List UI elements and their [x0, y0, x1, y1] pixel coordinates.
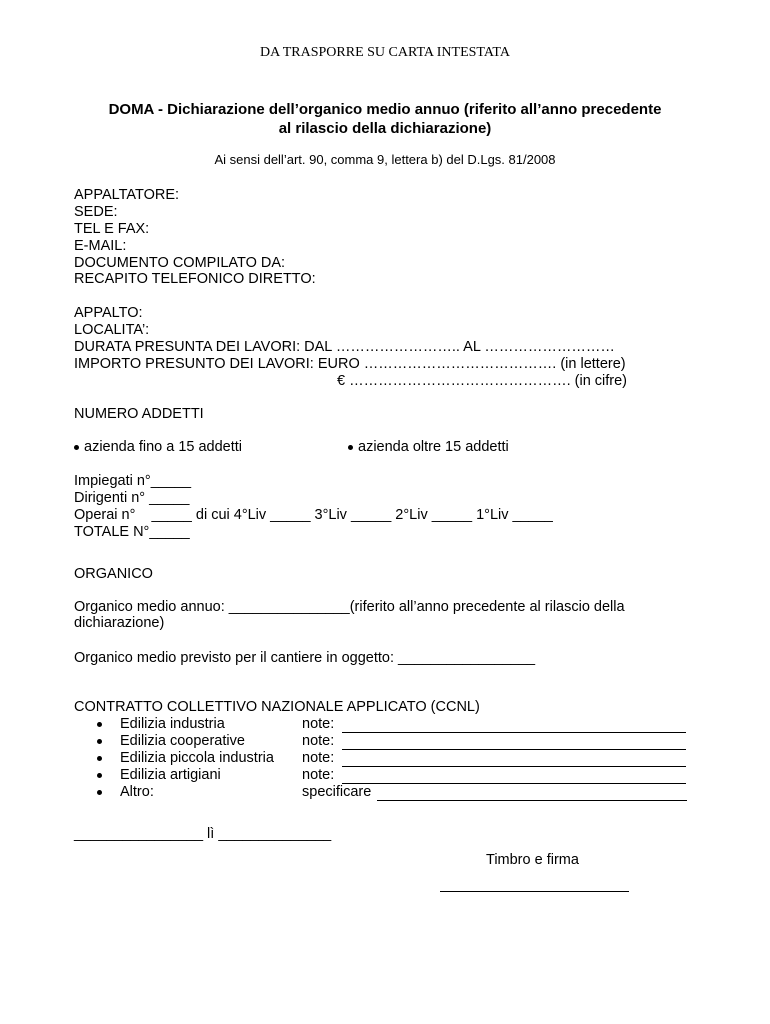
- ccnl-item-field: specificare: [302, 784, 372, 800]
- ccnl-item-field: note:: [302, 716, 335, 732]
- field-sede: SEDE:: [74, 204, 118, 220]
- field-localita: LOCALITA’:: [74, 322, 150, 338]
- ccnl-note-line: [342, 732, 686, 733]
- document-subtitle: Ai sensi dell’art. 90, comma 9, lettera b) del D.Lgs. 81/2008: [214, 152, 556, 167]
- ccnl-item-label: Edilizia industria: [120, 716, 225, 732]
- bullet-icon: [97, 773, 102, 778]
- field-durata: DURATA PRESUNTA DEI LAVORI: DAL …………………….. AL ………………………: [74, 339, 615, 355]
- place-date: ________________ lì ______________: [74, 826, 332, 842]
- signature-line: [440, 891, 629, 892]
- signature-label: Timbro e firma: [486, 852, 579, 868]
- field-organico-previsto: Organico medio previsto per il cantiere in oggetto: _________________: [74, 650, 536, 666]
- ccnl-note-line: [377, 800, 687, 801]
- ccnl-note-line: [342, 766, 686, 767]
- field-dirigenti: Dirigenti n° _____: [74, 490, 190, 506]
- document-title-line1: DOMA - Dichiarazione dell’organico medio annuo (riferito all’anno precedente: [108, 101, 662, 118]
- header-note: DA TRASPORRE SU CARTA INTESTATA: [260, 45, 510, 60]
- ccnl-item-label: Edilizia artigiani: [120, 767, 221, 783]
- document-title-line2: al rilascio della dichiarazione): [278, 120, 492, 137]
- option-oltre-15: azienda oltre 15 addetti: [358, 439, 509, 455]
- field-appalto: APPALTO:: [74, 305, 143, 321]
- ccnl-item-field: note:: [302, 750, 335, 766]
- field-importo-cifre: € ………………………………………. (in cifre): [337, 373, 628, 389]
- ccnl-note-line: [342, 783, 686, 784]
- field-recapito: RECAPITO TELEFONICO DIRETTO:: [74, 271, 316, 287]
- ccnl-item-field: note:: [302, 733, 335, 749]
- field-importo-lettere: IMPORTO PRESUNTO DEI LAVORI: EURO …………………………………. (in lettere): [74, 356, 626, 372]
- bullet-icon: [348, 445, 353, 450]
- ccnl-item-field: note:: [302, 767, 335, 783]
- ccnl-item-label: Altro:: [120, 784, 154, 800]
- bullet-icon: [74, 445, 79, 450]
- ccnl-note-line: [342, 749, 686, 750]
- section-numero-addetti: NUMERO ADDETTI: [74, 406, 204, 422]
- field-compilato-da: DOCUMENTO COMPILATO DA:: [74, 255, 286, 271]
- ccnl-item-label: Edilizia cooperative: [120, 733, 245, 749]
- field-email: E-MAIL:: [74, 238, 127, 254]
- section-organico: ORGANICO: [74, 566, 153, 582]
- option-fino-15: azienda fino a 15 addetti: [84, 439, 243, 455]
- field-organico-medio-annuo-cont: dichiarazione): [74, 615, 165, 631]
- section-ccnl: CONTRATTO COLLETTIVO NAZIONALE APPLICATO (CCNL): [74, 699, 480, 715]
- field-appaltatore: APPALTATORE:: [74, 187, 180, 203]
- field-totale: TOTALE N°_____: [74, 524, 190, 540]
- bullet-icon: [97, 739, 102, 744]
- field-operai: Operai n° _____ di cui 4°Liv _____ 3°Liv _____ 2°Liv _____ 1°Liv _____: [74, 507, 553, 523]
- ccnl-item-label: Edilizia piccola industria: [120, 750, 274, 766]
- bullet-icon: [97, 722, 102, 727]
- bullet-icon: [97, 756, 102, 761]
- field-impiegati: Impiegati n°_____: [74, 473, 192, 489]
- field-tel-fax: TEL E FAX:: [74, 221, 150, 237]
- bullet-icon: [97, 790, 102, 795]
- field-organico-medio-annuo: Organico medio annuo: _______________(riferito all’anno precedente al rilascio della: [74, 599, 625, 615]
